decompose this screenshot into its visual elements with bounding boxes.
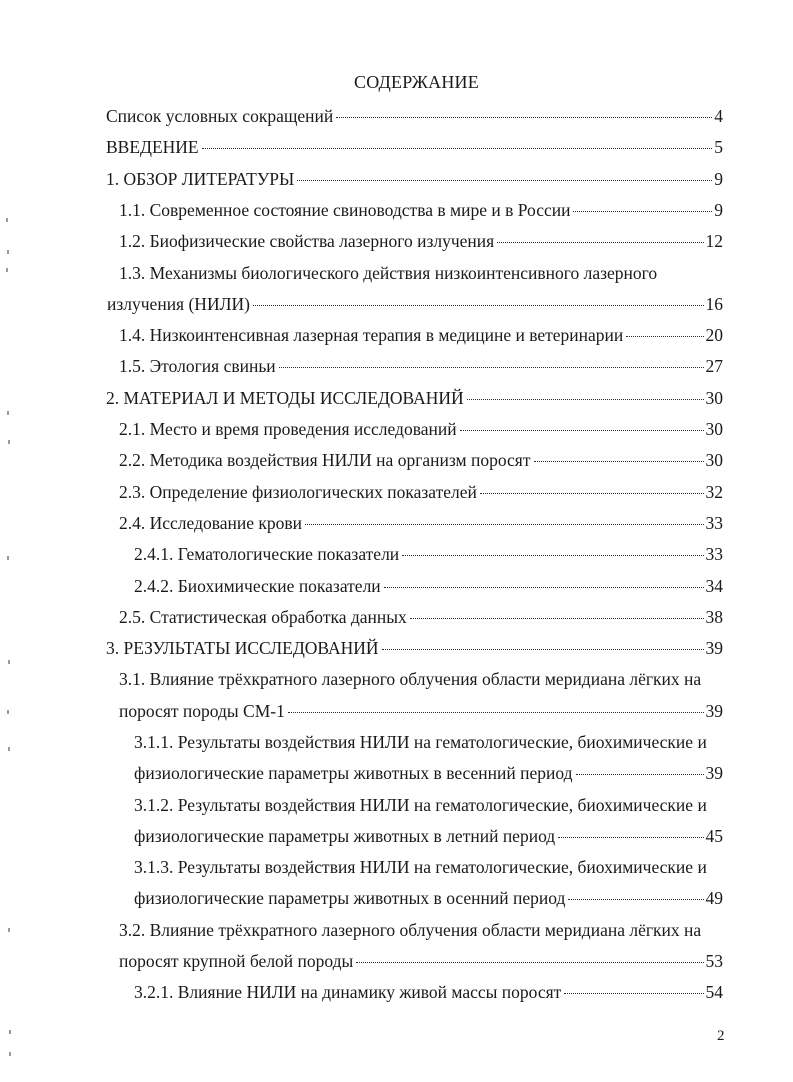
toc-entry-title: 2. МАТЕРИАЛ И МЕТОДЫ ИССЛЕДОВАНИЙ <box>106 387 464 408</box>
leader-dots <box>305 524 703 525</box>
toc-entry-title-continued: поросят крупной белой породы <box>119 951 354 972</box>
leader-dots <box>384 587 704 588</box>
leader-dots <box>410 618 704 619</box>
toc-entry[interactable] <box>119 351 723 382</box>
toc-entry[interactable] <box>134 571 723 602</box>
toc-entry-page: 39 <box>705 638 723 659</box>
toc-entry[interactable] <box>106 633 723 664</box>
toc-entry-title: 1.1. Современное состояние свиноводства в мире и в России <box>119 199 571 220</box>
leader-dots <box>558 837 703 838</box>
toc-entry-title: ВВЕДЕНИЕ <box>106 137 199 158</box>
scan-artifact <box>6 218 8 222</box>
leader-dots <box>336 117 712 118</box>
toc-entry-title: 1.2. Биофизические свойства лазерного излучения <box>119 231 495 252</box>
scan-artifact <box>6 268 8 272</box>
toc-entry-page: 33 <box>705 544 723 565</box>
scan-artifact <box>7 250 9 254</box>
toc-entry-title: 2.2. Методика воздействия НИЛИ на организм поросят <box>119 450 531 471</box>
toc-entry-page: 9 <box>714 199 723 220</box>
toc-entry-page: 20 <box>705 325 723 346</box>
toc-entry-title-continued: излучения (НИЛИ) <box>107 293 250 314</box>
leader-dots <box>534 461 704 462</box>
toc-entry-page: 45 <box>705 825 723 846</box>
toc-entry-title-continued: физиологические параметры животных в осенний период <box>134 888 566 909</box>
scan-artifact <box>9 1030 11 1034</box>
toc-entry-title: 2.3. Определение физиологических показателей <box>119 481 477 502</box>
toc-entry-title: 2.4. Исследование крови <box>119 512 303 533</box>
scan-artifact <box>7 710 9 714</box>
toc-entry-page: 32 <box>705 481 723 502</box>
toc-entry[interactable] <box>134 977 723 1008</box>
toc-entry[interactable] <box>134 790 723 853</box>
leader-dots <box>460 430 704 431</box>
leader-dots <box>564 993 703 994</box>
toc-entry[interactable] <box>119 477 723 508</box>
toc-title: СОДЕРЖАНИЕ <box>354 72 479 92</box>
toc-entry-title-continued: поросят породы СМ-1 <box>119 700 285 721</box>
page-number: 2 <box>717 1028 725 1044</box>
toc-entry-page: 4 <box>714 106 723 126</box>
toc-entry-page: 39 <box>705 700 723 721</box>
toc-entry-title: 1.5. Этология свиньи <box>119 356 276 377</box>
toc-entry-page: 39 <box>705 763 723 784</box>
toc-entry[interactable] <box>119 195 723 226</box>
toc-entry[interactable] <box>119 664 723 727</box>
toc-entry-page: 27 <box>705 356 723 377</box>
scan-artifact <box>7 556 9 560</box>
toc-entry[interactable] <box>134 539 723 570</box>
leader-dots <box>288 712 704 713</box>
scan-artifact <box>8 440 10 444</box>
toc-entry-page: 5 <box>714 137 723 158</box>
leader-dots <box>626 336 703 337</box>
toc-entry[interactable] <box>119 602 723 633</box>
toc-entry-title: 1.3. Механизмы биологического действия низкоинтенсивного лазерного <box>119 262 658 283</box>
toc-entry-title: 3.1.1. Результаты воздействия НИЛИ на гематологические, биохимические и <box>134 732 707 752</box>
scan-artifact <box>8 660 10 664</box>
toc-entry[interactable] <box>134 727 723 790</box>
toc-entry-title: 1. ОБЗОР ЛИТЕРАТУРЫ <box>106 168 295 189</box>
toc-entry[interactable] <box>119 445 723 476</box>
scan-artifact <box>9 1052 11 1056</box>
toc-entry-page: 16 <box>705 293 723 314</box>
toc-entry-title: 1.4. Низкоинтенсивная лазерная терапия в медицине и ветеринарии <box>119 325 624 346</box>
scan-artifact <box>7 411 9 415</box>
toc-entry-title: 3.1.3. Результаты воздействия НИЛИ на гематологические, биохимические и <box>134 857 707 878</box>
toc-entry-title: 2.4.1. Гематологические показатели <box>134 544 400 565</box>
toc-entry-page: 30 <box>705 419 723 439</box>
leader-dots <box>356 962 703 963</box>
toc-entry[interactable] <box>119 508 723 539</box>
toc-entry-page: 30 <box>705 387 723 408</box>
toc-entry-title: 2.5. Статистическая обработка данных <box>119 606 407 627</box>
leader-dots <box>497 242 703 243</box>
toc-entry-title: 3. РЕЗУЛЬТАТЫ ИССЛЕДОВАНИЙ <box>106 638 379 659</box>
toc-entry[interactable] <box>134 852 723 915</box>
toc-entry-title: 3.2.1. Влияние НИЛИ на динамику живой массы поросят <box>134 982 562 1003</box>
toc-entry[interactable] <box>119 414 723 445</box>
leader-dots <box>576 774 704 775</box>
leader-dots <box>382 649 704 650</box>
leader-dots <box>568 899 703 900</box>
toc-entry-page: 33 <box>705 512 723 533</box>
leader-dots <box>467 399 704 400</box>
toc-entry-page: 53 <box>705 951 723 972</box>
toc-entry-page: 30 <box>705 450 723 471</box>
leader-dots <box>253 305 704 306</box>
toc-entry[interactable] <box>106 383 723 414</box>
toc-entry[interactable] <box>106 132 723 163</box>
toc-entry-page: 54 <box>705 982 723 1003</box>
toc-entry[interactable] <box>119 226 723 257</box>
toc-entry-page: 9 <box>714 168 723 189</box>
toc-entry-title: 2.4.2. Биохимические показатели <box>134 575 381 596</box>
scan-artifact <box>8 747 10 751</box>
toc-entry[interactable] <box>119 320 723 351</box>
leader-dots <box>202 148 713 149</box>
toc-entry-title: 2.1. Место и время проведения исследований <box>119 419 457 439</box>
leader-dots <box>402 555 703 556</box>
toc-entry-title-continued: физиологические параметры животных в летний период <box>134 825 556 846</box>
toc-entry-page: 49 <box>705 888 723 909</box>
leader-dots <box>297 180 712 181</box>
toc-entry-title: 3.2. Влияние трёхкратного лазерного облучения области меридиана лёгких на <box>119 919 702 940</box>
leader-dots <box>279 367 704 368</box>
leader-dots <box>480 493 704 494</box>
toc-entry[interactable] <box>107 258 723 321</box>
scan-artifact <box>8 928 10 932</box>
toc-entry[interactable] <box>106 101 723 132</box>
toc-entry[interactable] <box>119 915 723 978</box>
toc-entry-page: 38 <box>705 606 723 627</box>
toc-entry-title: 3.1.2. Результаты воздействия НИЛИ на гематологические, биохимические и <box>134 794 707 815</box>
toc-entry-title: Список условных сокращений <box>106 106 334 126</box>
toc-entry-page: 12 <box>705 231 723 252</box>
toc-entry-title-continued: физиологические параметры животных в весенний период <box>134 763 573 784</box>
toc-entry[interactable] <box>106 164 723 195</box>
toc-entry-title: 3.1. Влияние трёхкратного лазерного облучения области меридиана лёгких на <box>119 669 702 690</box>
toc-entry-page: 34 <box>705 575 723 596</box>
leader-dots <box>573 211 712 212</box>
